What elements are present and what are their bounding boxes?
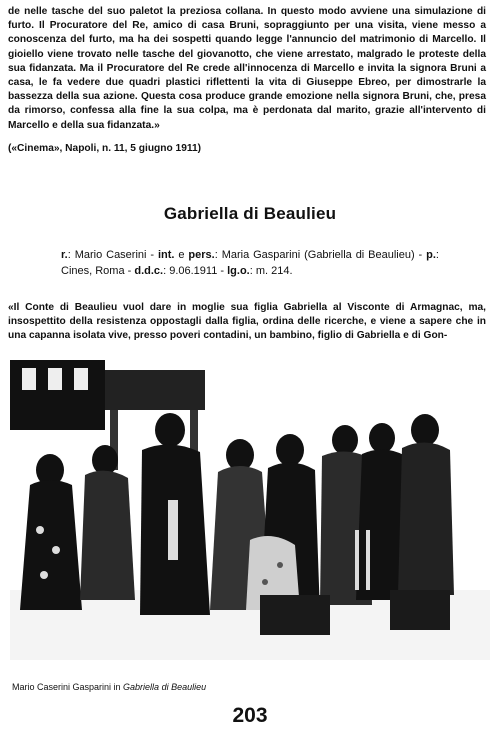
entry-credits: r.: Mario Caserini - int. e pers.: Maria Gasparini (Gabriella di Beaulieu) - p.: Cines, Roma - d.d.c.: 9.06.1911 - lg.o.: m. 214. [61,249,439,277]
entry-synopsis: «Il Conte di Beaulieu vuol dare in moglie sua figlia Gabriella al Visconte di Armagnac, ma, insospettito della resistenza oppostagli dalla figlia, ordina delle ricerche, e viene a sapere che in una capanna isolata vive, presso poveri contadini, un bambino, figlio di Gabriella e di Gon- [8,302,486,342]
credit-separator: - [146,249,158,261]
director-value: Mario Caserini [74,249,147,261]
cast-label: int. [157,249,175,261]
film-still-photo [10,360,490,660]
page-number: 203 [232,704,268,727]
director-label: r. [61,249,68,261]
length-label: lg.o. [227,265,250,277]
cast-label-2: pers. [188,249,215,261]
previous-entry-citation: («Cinema», Napoli, n. 11, 5 giugno 1911) [8,143,202,154]
caption-film-title: Gabriella di Beaulieu [123,682,207,692]
ddc-value: 9.06.1911 [169,265,218,277]
producer-value: Cines, Roma [61,265,125,277]
cast-and: e [174,249,189,261]
previous-entry-paragraph: de nelle tasche del suo paletot la preziosa collana. In questo modo avviene una simulazione di furto. Il Procuratore del Re, amico di casa Bruni, sopraggiunto per una visita, viene messo a conoscenza del furto, ma ha dei sospetti quando legge l'annuncio del matrimonio di Marcello. Il gioiello viene trovato nelle tasche del giovanotto, che viene arrestato, malgrado le proteste della sua fidanzata. Ma il Procuratore del Re crede all'innocenza di Marcello e invita la signora Bruni a casa, le fa vedere due quadri plastici riflettenti la vita di Giuseppe Ebreo, per dimostrarle la bassezza della sua azione. Questa cosa produce grande emozione nella signora Bruni, che, presa da rimorso, confessa alla fine la sua colpa, ma è perdonata dal marito, grazie all'intervento di Marcello e della sua fidanzata.» [8,6,486,131]
length-value: m. 214. [255,265,293,277]
cast-value: Maria Gasparini (Gabriella di Beaulieu) [221,249,415,261]
photo-caption [12,682,206,692]
credit-separator: - [414,249,427,261]
credit-separator: - [124,265,135,277]
producer-label: p. [426,249,436,261]
entry-title: Gabriella di Beaulieu [163,204,337,223]
credit-separator: - [217,265,228,277]
caption-names: Mario Caserini Gasparini in [12,682,124,692]
ddc-label: d.d.c. [134,265,164,277]
